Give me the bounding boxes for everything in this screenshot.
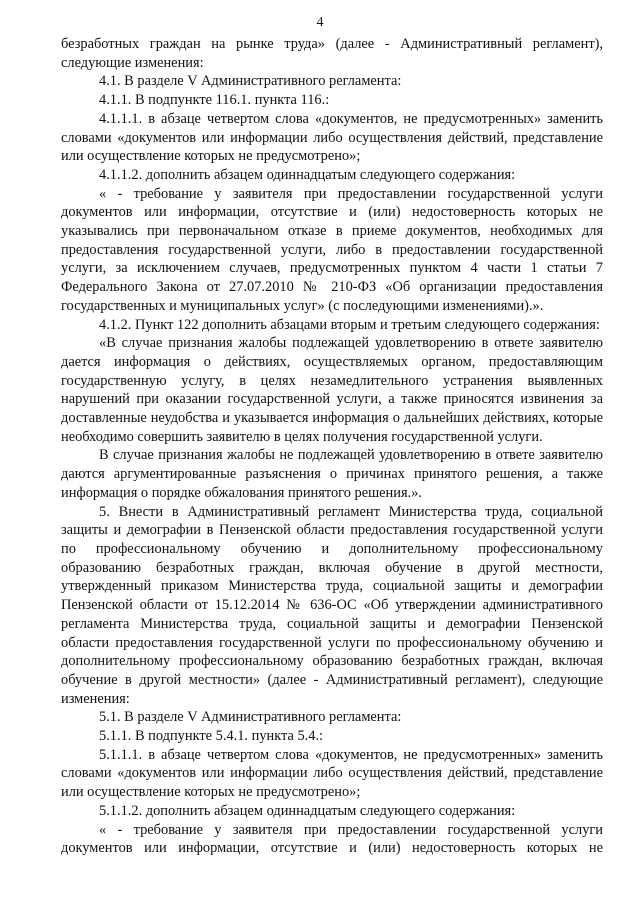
paragraph: « - требование у заявителя при предоставлении государственной услуги документов или информации, отсутствие и (или) недостоверность которых не (61, 821, 603, 857)
paragraph: «В случае признания жалобы подлежащей удовлетворению в ответе заявителю дается информация о действиях, осуществляемых органом, предоставляющим государственную услугу, в целях незамедлительного устранения выявленных нарушений при оказании государственной услуги, а также приносятся извинения за доставленные неудобства и указывается информация о дальнейших действиях, которые необходимо совершить заявителю в целях получения государственной услуги. (61, 335, 603, 445)
paragraph: 5. Внести в Административный регламент Министерства труда, социальной защиты и демографии в Пензенской области предоставления государственной услуги по профессиональному обучению и дополнительному профессиональному образованию безработных граждан, включая обучение в другой местности, утвержденный приказом Министерства труда, социальной защиты и демографии Пензенской области от 15.12.2014 № 636-ОС «Об утверждении административного регламента Министерства труда, социальной защиты и демографии Пензенской области предоставления государственной услуги по профессиональному обучению и дополнительному профессиональному образованию безработных граждан, включая обучение в другой местности» (далее - Административный регламент), следующие изменения: (61, 503, 603, 707)
paragraph: 4.1.1. В подпункте 116.1. пункта 116.: (99, 92, 330, 109)
paragraph: 4.1. В разделе V Административного регламента: (99, 73, 402, 90)
document-body (61, 35, 603, 858)
paragraph: 4.1.2. Пункт 122 дополнить абзацами вторым и третьим следующего содержания: (99, 316, 600, 333)
paragraph: 5.1.1. В подпункте 5.4.1. пункта 5.4.: (99, 728, 324, 745)
paragraph: 5.1. В разделе V Административного регламента: (99, 709, 402, 726)
paragraph: В случае признания жалобы не подлежащей удовлетворению в ответе заявителю даются аргументированные разъяснения о причинах принятого решения, а также информация о порядке обжалования принятого решения.». (61, 447, 603, 501)
paragraph: 5.1.1.1. в абзаце четвертом слова «документов, не предусмотренных» заменить словами «документов или информации либо осуществления действий, представление или осуществление которых не предусмотрено»; (61, 746, 603, 801)
page-number: 4 (316, 15, 324, 30)
paragraph: 4.1.1.1. в абзаце четвертом слова «документов, не предусмотренных» заменить словами «документов или информации либо осуществления действий, представление или осуществление которых не предусмотрено»; (61, 110, 603, 165)
paragraph: 5.1.1.2. дополнить абзацем одиннадцатым следующего содержания: (99, 802, 516, 819)
paragraph: безработных граждан на рынке труда» (далее - Административный регламент), следующие изменения: (61, 36, 603, 71)
paragraph: « - требование у заявителя при предоставлении государственной услуги документов или информации, отсутствие и (или) недостоверность которых не указывались при первоначальном отказе в приеме документов, необходимых для предоставления государственной услуги, либо в предоставлении государственной услуги, за исключением случаев, предусмотренных пунктом 4 части 1 статьи 7 Федерального Закона от 27.07.2010 № 210-ФЗ «Об организации предоставления государственных и муниципальных услуг» (с последующими изменениями).». (61, 185, 603, 314)
paragraph: 4.1.1.2. дополнить абзацем одиннадцатым следующего содержания: (99, 166, 516, 183)
